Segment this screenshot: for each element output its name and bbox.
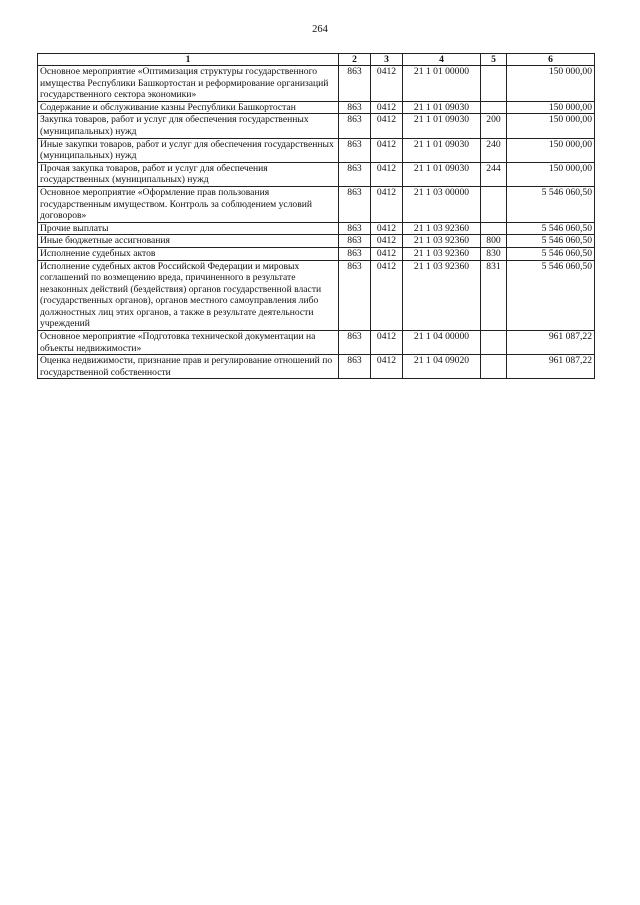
target-article-cell: 21 1 01 09030 (403, 138, 481, 162)
amount-cell: 961 087,22 (507, 355, 595, 379)
section-code-cell: 0412 (371, 114, 403, 138)
expense-type-cell: 831 (481, 260, 507, 331)
expense-type-cell: 244 (481, 162, 507, 186)
target-article-cell: 21 1 04 09020 (403, 355, 481, 379)
section-code-cell: 0412 (371, 162, 403, 186)
name-cell: Прочая закупка товаров, работ и услуг для обеспечения государственных (муниципальных) нужд (38, 162, 339, 186)
expense-type-cell: 240 (481, 138, 507, 162)
table-row (38, 222, 595, 235)
target-article-cell: 21 1 03 92360 (403, 235, 481, 248)
expense-type-cell (481, 222, 507, 235)
budget-allocation-table (37, 53, 595, 379)
header-col-2: 2 (339, 54, 371, 66)
target-article-cell: 21 1 03 92360 (403, 260, 481, 331)
ministry-code-cell: 863 (339, 331, 371, 355)
table-body (38, 66, 595, 379)
table-row (38, 331, 595, 355)
amount-cell: 5 546 060,50 (507, 247, 595, 260)
header-col-1: 1 (38, 54, 339, 66)
expense-type-cell (481, 331, 507, 355)
name-cell: Основное мероприятие «Оптимизация структуры государственного имущества Республики Башкортостан и реформирование организаций государственного сектора экономики» (38, 66, 339, 102)
ministry-code-cell: 863 (339, 162, 371, 186)
ministry-code-cell: 863 (339, 114, 371, 138)
target-article-cell: 21 1 03 00000 (403, 186, 481, 222)
amount-cell: 150 000,00 (507, 101, 595, 114)
ministry-code-cell: 863 (339, 138, 371, 162)
section-code-cell: 0412 (371, 355, 403, 379)
section-code-cell: 0412 (371, 331, 403, 355)
ministry-code-cell: 863 (339, 222, 371, 235)
target-article-cell: 21 1 01 00000 (403, 66, 481, 102)
name-cell: Основное мероприятие «Оформление прав пользования государственным имуществом. Контроль за соблюдением условий договоров» (38, 186, 339, 222)
header-col-3: 3 (371, 54, 403, 66)
ministry-code-cell: 863 (339, 186, 371, 222)
header-col-4: 4 (403, 54, 481, 66)
ministry-code-cell: 863 (339, 355, 371, 379)
expense-type-cell: 800 (481, 235, 507, 248)
amount-cell: 150 000,00 (507, 114, 595, 138)
ministry-code-cell: 863 (339, 66, 371, 102)
amount-cell: 5 546 060,50 (507, 235, 595, 248)
target-article-cell: 21 1 04 00000 (403, 331, 481, 355)
expense-type-cell (481, 186, 507, 222)
amount-cell: 961 087,22 (507, 331, 595, 355)
section-code-cell: 0412 (371, 247, 403, 260)
name-cell: Закупка товаров, работ и услуг для обеспечения государственных (муниципальных) нужд (38, 114, 339, 138)
name-cell: Исполнение судебных актов Российской Федерации и мировых соглашений по возмещению вреда, причиненного в результате незаконных действий (бездействия) органов государственной власти (государственных органов), органов местного самоуправления либо должностных лиц этих органов, а также в результате деятельности учреждений (38, 260, 339, 331)
section-code-cell: 0412 (371, 260, 403, 331)
table-row (38, 162, 595, 186)
ministry-code-cell: 863 (339, 101, 371, 114)
name-cell: Иные бюджетные ассигнования (38, 235, 339, 248)
target-article-cell: 21 1 03 92360 (403, 247, 481, 260)
target-article-cell: 21 1 01 09030 (403, 101, 481, 114)
expense-type-cell: 830 (481, 247, 507, 260)
expense-type-cell (481, 355, 507, 379)
table-header (38, 54, 595, 66)
name-cell: Исполнение судебных актов (38, 247, 339, 260)
target-article-cell: 21 1 03 92360 (403, 222, 481, 235)
table-row (38, 138, 595, 162)
ministry-code-cell: 863 (339, 247, 371, 260)
amount-cell: 150 000,00 (507, 66, 595, 102)
section-code-cell: 0412 (371, 235, 403, 248)
page-number: 264 (312, 24, 328, 35)
table-row (38, 101, 595, 114)
name-cell: Оценка недвижимости, признание прав и регулирование отношений по государственной собственности (38, 355, 339, 379)
ministry-code-cell: 863 (339, 260, 371, 331)
amount-cell: 5 546 060,50 (507, 260, 595, 331)
amount-cell: 150 000,00 (507, 138, 595, 162)
header-col-5: 5 (481, 54, 507, 66)
table-row (38, 114, 595, 138)
name-cell: Содержание и обслуживание казны Республики Башкортостан (38, 101, 339, 114)
expense-type-cell (481, 101, 507, 114)
table-row (38, 186, 595, 222)
section-code-cell: 0412 (371, 186, 403, 222)
table-row (38, 260, 595, 331)
expense-type-cell: 200 (481, 114, 507, 138)
section-code-cell: 0412 (371, 101, 403, 114)
name-cell: Иные закупки товаров, работ и услуг для обеспечения государственных (муниципальных) нужд (38, 138, 339, 162)
target-article-cell: 21 1 01 09030 (403, 162, 481, 186)
section-code-cell: 0412 (371, 66, 403, 102)
header-col-6: 6 (507, 54, 595, 66)
section-code-cell: 0412 (371, 222, 403, 235)
header-row (38, 54, 595, 66)
table-row (38, 66, 595, 102)
table-row (38, 235, 595, 248)
name-cell: Основное мероприятие «Подготовка технической документации на объекты недвижимости» (38, 331, 339, 355)
amount-cell: 5 546 060,50 (507, 222, 595, 235)
table-row (38, 355, 595, 379)
table-row (38, 247, 595, 260)
target-article-cell: 21 1 01 09030 (403, 114, 481, 138)
expense-type-cell (481, 66, 507, 102)
amount-cell: 5 546 060,50 (507, 186, 595, 222)
ministry-code-cell: 863 (339, 235, 371, 248)
section-code-cell: 0412 (371, 138, 403, 162)
name-cell: Прочие выплаты (38, 222, 339, 235)
amount-cell: 150 000,00 (507, 162, 595, 186)
